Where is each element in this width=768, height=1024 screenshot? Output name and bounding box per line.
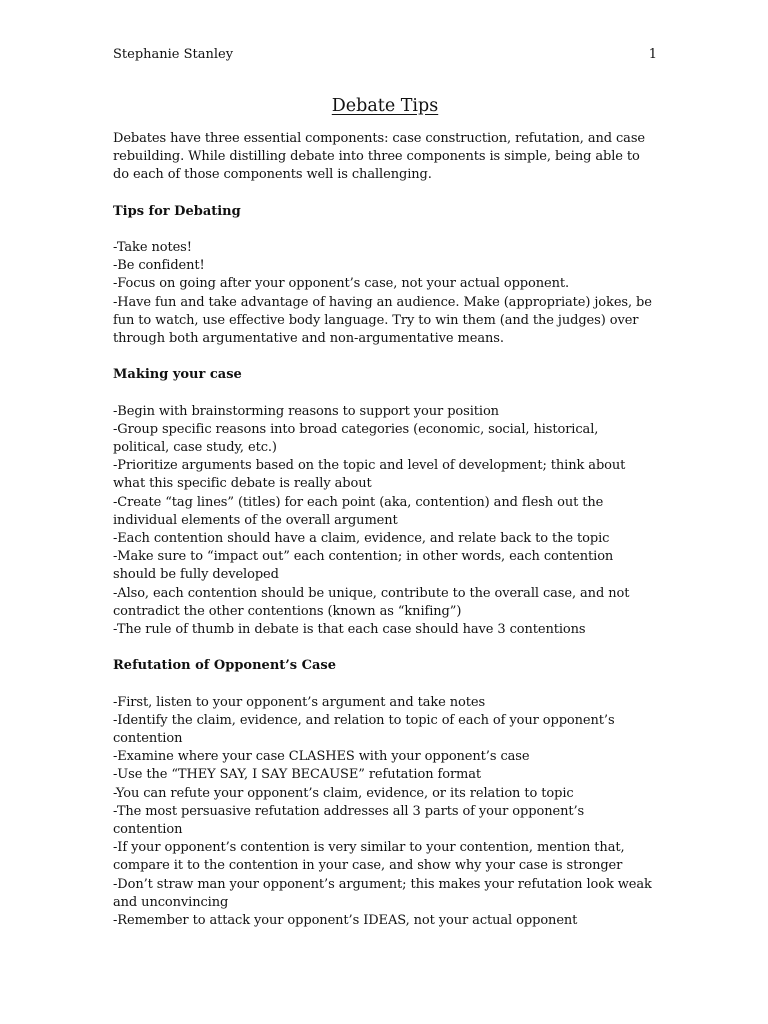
page-header bbox=[113, 46, 657, 64]
list-item: -Identify the claim, evidence, and relation to topic of each of your opponent’s contention bbox=[113, 712, 615, 747]
list-item: -Examine where your case CLASHES with your opponent’s case bbox=[113, 749, 530, 765]
list-item: -Don’t straw man your opponent’s argument; this makes your refutation look weak and unconvincing bbox=[113, 876, 652, 910]
document-title: Debate Tips bbox=[331, 96, 439, 116]
author-name: Stephanie Stanley bbox=[113, 47, 234, 62]
case-list bbox=[113, 403, 657, 640]
section-heading: Refutation of Opponent’s Case bbox=[113, 658, 337, 674]
list-item: -Prioritize arguments based on the topic and level of development; think about what this specific debate is really about bbox=[113, 458, 626, 492]
page-number: 1 bbox=[648, 47, 657, 62]
list-item: -Make sure to “impact out” each contention; in other words, each contention should be fully developed bbox=[113, 549, 614, 583]
list-item: -Begin with brainstorming reasons to support your position bbox=[113, 403, 499, 419]
section-heading: Tips for Debating bbox=[113, 203, 241, 219]
list-item: -Create “tag lines” (titles) for each point (aka, contention) and flesh out the individual elements of the overall argument bbox=[113, 494, 604, 528]
tips-list bbox=[113, 239, 657, 348]
section-heading: Making your case bbox=[113, 367, 242, 383]
section-tips-for-debating bbox=[113, 203, 657, 349]
list-item: -Have fun and take advantage of having an audience. Make (appropriate) jokes, be fun to watch, use effective body language. Try to win them (and the judges) over through both argumentative and non-argumentative means. bbox=[113, 294, 652, 347]
list-item: -If your opponent’s contention is very similar to your contention, mention that, compare it to the contention in your case, and show why your case is stronger bbox=[113, 840, 625, 874]
intro-paragraph: Debates have three essential components: case construction, refutation, and case rebuilding. While distilling debate into three components is simple, being able to do each of those components well is challenging. bbox=[113, 131, 645, 183]
list-item: -The most persuasive refutation addresses all 3 parts of your opponent’s contention bbox=[113, 803, 585, 838]
list-item: -Focus on going after your opponent’s case, not your actual opponent. bbox=[113, 276, 570, 292]
refutation-list bbox=[113, 694, 657, 931]
list-item: -Be confident! bbox=[113, 258, 205, 274]
list-item: -Also, each contention should be unique, contribute to the overall case, and not contradict the other contentions (known as “knifing”) bbox=[113, 585, 630, 619]
section-making-your-case bbox=[113, 366, 657, 639]
section-refutation bbox=[113, 657, 657, 930]
list-item: -Remember to attack your opponent’s IDEAS, not your actual opponent bbox=[113, 913, 578, 929]
list-item: -You can refute your opponent’s claim, evidence, or its relation to topic bbox=[113, 785, 574, 801]
list-item: -The rule of thumb in debate is that each case should have 3 contentions bbox=[113, 622, 586, 638]
list-item: -Each contention should have a claim, evidence, and relate back to the topic bbox=[113, 531, 610, 547]
document-page bbox=[113, 46, 657, 930]
list-item: -Use the “THEY SAY, I SAY BECAUSE” refutation format bbox=[113, 767, 482, 783]
list-item: -Group specific reasons into broad categories (economic, social, historical, political, case study, etc.) bbox=[113, 421, 599, 456]
list-item: -Take notes! bbox=[113, 240, 192, 255]
list-item: -First, listen to your opponent’s argument and take notes bbox=[113, 694, 486, 710]
